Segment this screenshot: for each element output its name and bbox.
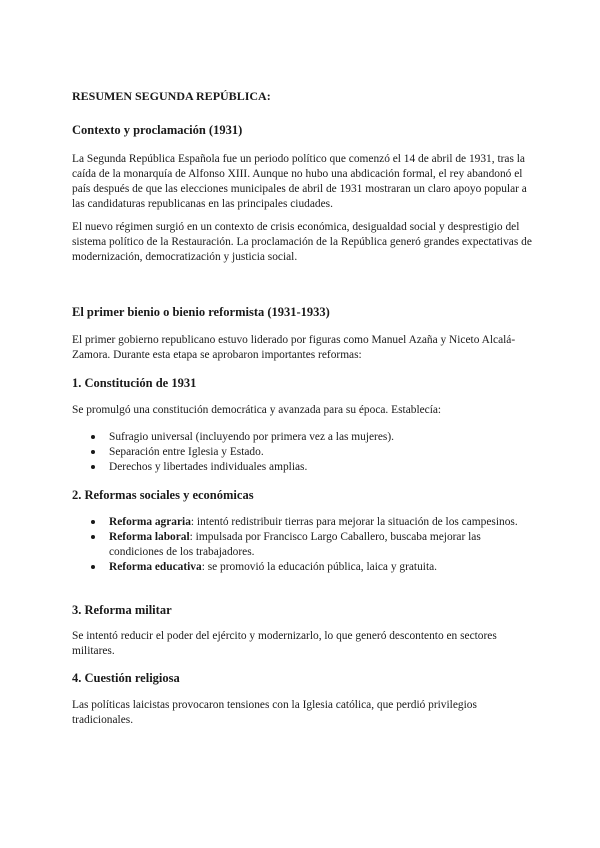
- paragraph: Se intentó reducir el poder del ejército y modernizarlo, lo que generó descontento en sectores militares.: [72, 630, 497, 657]
- list-item: [72, 515, 532, 530]
- item-text: : se promovió la educación pública, laica y gratuita.: [201, 561, 438, 573]
- paragraph: Las políticas laicistas provocaron tensiones con la Iglesia católica, que perdió privilegios tradicionales.: [72, 699, 477, 726]
- list-item: Sufragio universal (incluyendo por primera vez a las mujeres).: [72, 430, 532, 445]
- bullet-list: [72, 515, 532, 575]
- paragraph: La Segunda República Española fue un periodo político que comenzó el 14 de abril de 1931, tras la caída de la monarquía de Alfonso XIII. Aunque no hubo una abdicación formal, el rey abandonó el país después de que las elecciones municipales de abril de 1931 mostraran un claro apoyo popular a las candidaturas republicanas en las principales ciudades.: [72, 153, 527, 210]
- item-bold-label: Reforma laboral: [109, 531, 190, 543]
- paragraph: Se promulgó una constitución democrática y avanzada para su época. Establecía:: [72, 404, 442, 416]
- subheading-religious-question: 4. Cuestión religiosa: [72, 671, 180, 685]
- bullet-list: [72, 430, 532, 475]
- item-bold-label: Reforma agraria: [109, 516, 191, 528]
- section-heading-context: Contexto y proclamación (1931): [72, 123, 243, 137]
- document-title: RESUMEN SEGUNDA REPÚBLICA:: [72, 89, 271, 103]
- subheading-military-reform: 3. Reforma militar: [72, 603, 172, 617]
- subheading-social-reforms: 2. Reformas sociales y económicas: [72, 488, 254, 502]
- item-bold-label: Reforma educativa: [109, 561, 202, 573]
- paragraph: El nuevo régimen surgió en un contexto de crisis económica, desigualdad social y desprestigio del sistema político de la Restauración. La proclamación de la República generó grandes expectativas de modernización, democratización y justicia social.: [72, 221, 532, 263]
- paragraph: El primer gobierno republicano estuvo liderado por figuras como Manuel Azaña y Niceto Alcalá-Zamora. Durante esta etapa se aprobaron importantes reformas:: [72, 334, 516, 361]
- subheading-constitution: 1. Constitución de 1931: [72, 376, 197, 390]
- list-item: [72, 530, 532, 560]
- section-heading-first-biennium: El primer bienio o bienio reformista (1931-1933): [72, 305, 330, 319]
- item-text: : impulsada por Francisco Largo Caballero, buscaba mejorar las condiciones de los trabajadores.: [109, 531, 481, 558]
- list-item: Separación entre Iglesia y Estado.: [72, 445, 532, 460]
- list-item: Derechos y libertades individuales amplias.: [72, 460, 532, 475]
- item-text: : intentó redistribuir tierras para mejorar la situación de los campesinos.: [190, 516, 518, 528]
- list-item: [72, 560, 532, 575]
